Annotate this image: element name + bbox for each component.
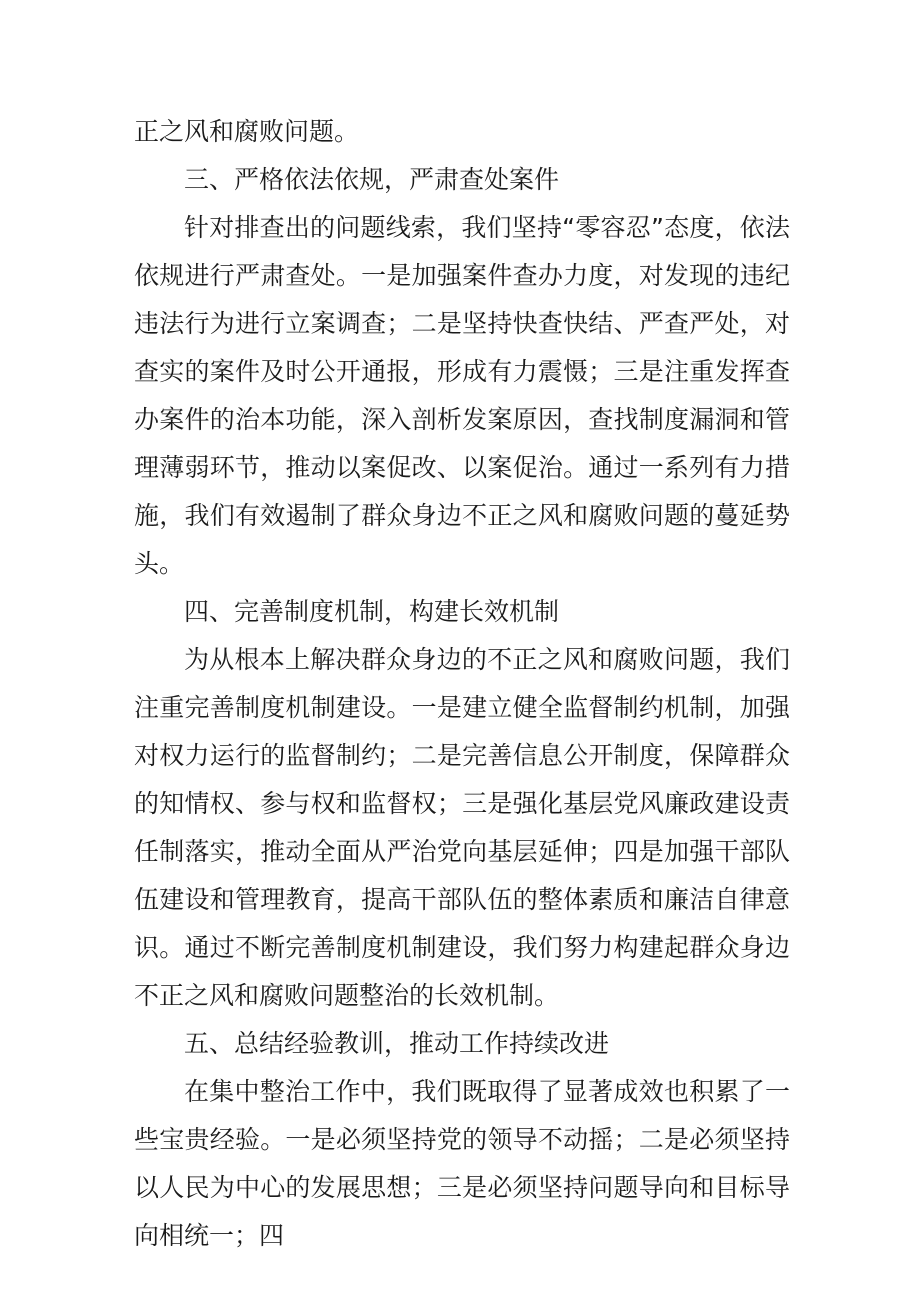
paragraph: 为从根本上解决群众身边的不正之风和腐败问题，我们注重完善制度机制建设。一是建立健全监督制约机制，加强对权力运行的监督制约；二是完善信息公开制度，保障群众的知情权、参与权和监督权；三是强化基层党风廉政建设责任制落实，推动全面从严治党向基层延伸；四是加强干部队伍建设和管理教育，提高干部队伍的整体素质和廉洁自律意识。通过不断完善制度机制建设，我们努力构建起群众身边不正之风和腐败问题整治的长效机制。: [134, 645, 790, 1010]
document-body: [134, 108, 790, 1260]
section-heading-3: 三、严格依法依规，严肃查处案件: [184, 165, 560, 194]
paragraph: 在集中整治工作中，我们既取得了显著成效也积累了一些宝贵经验。一是必须坚持党的领导不动摇；二是必须坚持以人民为中心的发展思想；三是必须坚持问题导向和目标导向相统一；四: [134, 1077, 790, 1250]
paragraph-continuation: 正之风和腐败问题。: [134, 117, 360, 146]
paragraph: 针对排查出的问题线索，我们坚持“零容忍”态度，依法依规进行严肃查处。一是加强案件查办力度，对发现的违纪违法行为进行立案调查；二是坚持快查快结、严查严处，对查实的案件及时公开通报，形成有力震慑；三是注重发挥查办案件的治本功能，深入剖析发案原因，查找制度漏洞和管理薄弱环节，推动以案促改、以案促治。通过一系列有力措施，我们有效遏制了群众身边不正之风和腐败问题的蔓延势头。: [134, 213, 790, 578]
section-heading-5: 五、总结经验教训，推动工作持续改进: [184, 1029, 610, 1058]
section-heading-4: 四、完善制度机制，构建长效机制: [184, 597, 560, 626]
